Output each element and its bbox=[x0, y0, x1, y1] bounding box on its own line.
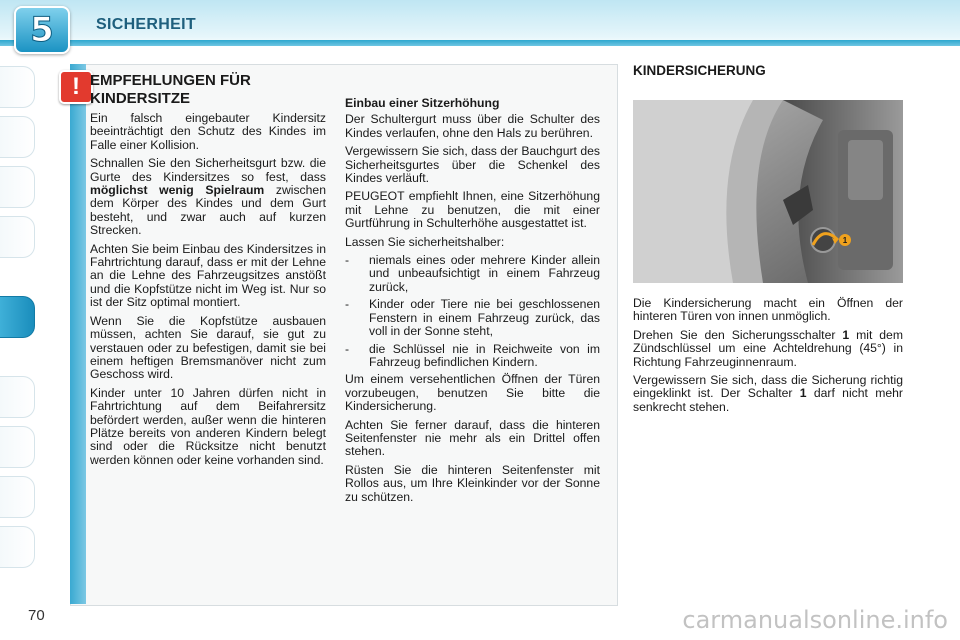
chapter-tab-7[interactable] bbox=[0, 426, 35, 468]
chapter-tab-3[interactable] bbox=[0, 166, 35, 208]
watermark: carmanualsonline.info bbox=[682, 606, 948, 634]
chapter-tab-9[interactable] bbox=[0, 526, 35, 568]
chapter-tab-6[interactable] bbox=[0, 376, 35, 418]
chapter-number: 5 bbox=[30, 10, 54, 50]
chapter-title: SICHERHEIT bbox=[96, 16, 196, 33]
paragraph: Wenn Sie die Kopfstütze ausbauen müssen, achten Sie darauf, sie gut zu verstauen oder zu befestigen, damit sie bei einem heftigen Bremsmanöver nicht zum Geschoss wird. bbox=[90, 313, 326, 382]
paragraph: Lassen Sie sicherheitshalber: bbox=[345, 234, 505, 249]
list-item: - niemals eines oder mehrere Kinder allein und unbeaufsichtigt in einem Fahrzeug zurück, bbox=[345, 253, 600, 294]
chapter-tab-2[interactable] bbox=[0, 116, 35, 158]
chapter-tab-1[interactable] bbox=[0, 66, 35, 108]
paragraph: Vergewissern Sie sich, dass die Sicherung richtig eingeklinkt ist. Der Schalter 1 darf nicht mehr senkrecht stehen. bbox=[633, 373, 903, 414]
recommendations-heading: EMPFEHLUNGEN FÜR KINDERSITZE bbox=[90, 72, 251, 107]
paragraph: PEUGEOT empfiehlt Ihnen, eine Sitzerhöhung mit Lehne zu benutzen, die mit einer Gurtführung in Schulterhöhe ausgestattet ist. bbox=[345, 189, 600, 231]
child-lock-heading: KINDERSICHERUNG bbox=[633, 63, 766, 78]
warning-column-2 bbox=[345, 97, 600, 509]
list-item: - die Schlüssel nie in Reichweite von im Fahrzeug befindlichen Kindern. bbox=[345, 341, 600, 369]
paragraph: Kinder unter 10 Jahren dürfen nicht in Fahrtrichtung auf dem Beifahrersitz befördert werden, außer wenn die hinteren Plätze bereits von anderen Kindern belegt sind oder die Rücksitze nicht benutzt werden können oder keine vorhanden sind. bbox=[90, 385, 326, 467]
chapter-badge bbox=[14, 6, 70, 54]
warning-exclamation-icon: ! bbox=[59, 70, 93, 104]
warning-column-1 bbox=[90, 112, 326, 472]
child-lock-photo bbox=[633, 100, 903, 283]
page-number: 70 bbox=[28, 607, 45, 624]
paragraph: Vergewissern Sie sich, dass der Bauchgurt des Sicherheitsgurtes über die Schenkel des Kindes verläuft. bbox=[345, 144, 600, 186]
chapter-tab-4[interactable] bbox=[0, 216, 35, 258]
paragraph: Um einem versehentlichen Öffnen der Türen vorzubeugen, benutzen Sie bitte die Kindersicherung. bbox=[345, 372, 600, 414]
chapter-tab-8[interactable] bbox=[0, 476, 35, 518]
header-bar bbox=[0, 40, 960, 46]
paragraph: Drehen Sie den Sicherungsschalter 1 mit dem Zündschlüssel um eine Achteldrehung (45°) in Richtung Fahrzeuginnenraum. bbox=[633, 327, 903, 369]
paragraph: Der Schultergurt muss über die Schulter des Kindes verlaufen, ohne den Hals zu berühren. bbox=[345, 112, 600, 140]
chapter-tab-5-active[interactable] bbox=[0, 296, 35, 338]
list-item: - Kinder oder Tiere nie bei geschlossenen Fenstern in einem Fahrzeug zurück, das voll in der Sonne steht, bbox=[345, 297, 600, 339]
warning-stripe bbox=[70, 64, 86, 604]
photo-callout-1: 1 bbox=[842, 236, 848, 245]
paragraph: Die Kindersicherung macht ein Öffnen der hinteren Türen von innen unmöglich. bbox=[633, 296, 903, 324]
paragraph: Ein falsch eingebauter Kindersitz beeinträchtigt den Schutz des Kindes im Falle einer Kollision. bbox=[90, 111, 326, 152]
paragraph: Achten Sie ferner darauf, dass die hinteren Seitenfenster nie mehr als ein Drittel offen stehen. bbox=[345, 417, 600, 459]
paragraph: Achten Sie beim Einbau des Kindersitzes in Fahrtrichtung darauf, dass er mit der Lehne an die Lehne des Fahrzeugsitzes anstößt und die Kopfstütze nicht im Weg ist. Nur so ist der Sitz optimal montiert. bbox=[90, 241, 326, 310]
child-lock-text bbox=[633, 297, 903, 419]
paragraph: Rüsten Sie die hinteren Seitenfenster mit Rollos aus, um Ihre Kleinkinder vor der Sonne zu schützen. bbox=[345, 462, 600, 504]
paragraph: Schnallen Sie den Sicherheitsgurt bzw. die Gurte des Kindersitzes so fest, dass möglichst wenig Spielraum zwischen dem Körper des Kindes und dem Gurt besteht, und zwar auch auf kurzen Strecken. bbox=[90, 156, 326, 238]
booster-seat-subheading: Einbau einer Sitzerhöhung bbox=[345, 96, 500, 110]
